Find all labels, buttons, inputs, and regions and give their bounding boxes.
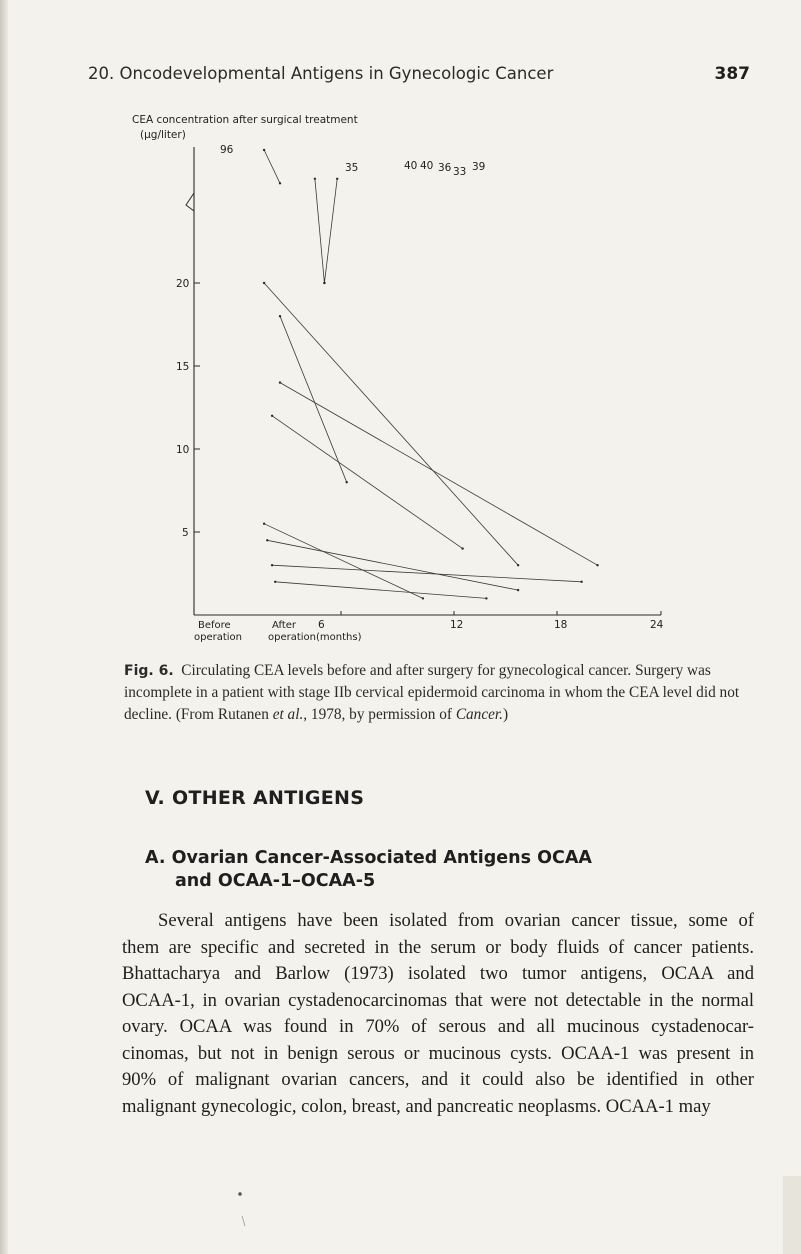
x-label-before-1: Before bbox=[198, 620, 231, 631]
body-paragraph bbox=[122, 908, 754, 1120]
speck-2 bbox=[242, 1216, 245, 1226]
subsection-heading bbox=[145, 847, 705, 893]
page-gutter bbox=[0, 0, 8, 1254]
figure-caption bbox=[124, 660, 760, 726]
series-1-point-2 bbox=[279, 182, 281, 184]
body-line-6: cinomas, but not in benign serous or mucinous cysts. OCAA-1 was present in bbox=[122, 1042, 754, 1064]
series-line-7 bbox=[272, 416, 463, 549]
subsection-heading-line2: and OCAA-1–OCAA-5 bbox=[175, 871, 376, 891]
series-line-11 bbox=[275, 582, 486, 599]
series-4-point-1 bbox=[279, 315, 281, 317]
figure-cea-chart bbox=[120, 105, 680, 650]
chart-title-line1: CEA concentration after surgical treatment bbox=[132, 114, 358, 126]
caption-text: Circulating CEA levels before and after surgery for gynecological cancer. Surgery was incomplete in a patient with stage IIb cervical epidermoid carcinoma in whom the CEA level did not decline. (From Rutanen bbox=[124, 662, 740, 723]
series-line-1 bbox=[264, 150, 280, 183]
print-specks bbox=[236, 1188, 246, 1228]
series-11-point-1 bbox=[274, 581, 276, 583]
series-3-point-1 bbox=[323, 282, 325, 284]
series-7-point-1 bbox=[271, 415, 273, 417]
series-line-10 bbox=[272, 565, 581, 582]
top-value-35: 35 bbox=[345, 162, 359, 174]
series-8-point-1 bbox=[263, 523, 265, 525]
series-line-5 bbox=[264, 283, 518, 565]
series-line-2 bbox=[315, 179, 325, 283]
series-7-point-2 bbox=[461, 547, 463, 549]
caption-text3: ) bbox=[503, 706, 509, 723]
caption-label: Fig. 6. bbox=[124, 663, 174, 679]
series-8-point-2 bbox=[422, 597, 424, 599]
caption-journal: Cancer. bbox=[455, 706, 503, 723]
x-tick-label-18: 18 bbox=[554, 619, 568, 631]
speck-1 bbox=[238, 1192, 242, 1196]
body-line-1: Several antigens have been isolated from ovarian cancer tissue, some of bbox=[158, 910, 754, 931]
y-tick-label-15: 15 bbox=[176, 361, 190, 373]
page-corner bbox=[783, 1176, 801, 1254]
x-label-after-2: operation(months) bbox=[268, 632, 362, 643]
section-heading: V. OTHER ANTIGENS bbox=[145, 787, 365, 809]
series-10-point-1 bbox=[271, 564, 273, 566]
series-10-point-2 bbox=[580, 581, 582, 583]
x-tick-label-12: 12 bbox=[450, 619, 464, 631]
series-line-4 bbox=[280, 316, 347, 482]
series-2-point-1 bbox=[314, 178, 316, 180]
series-line-9 bbox=[267, 540, 518, 590]
subsection-heading-line1: A. Ovarian Cancer-Associated Antigens OCAA bbox=[145, 848, 592, 868]
x-label-before-2: operation bbox=[194, 632, 243, 643]
caption-etal: et al. bbox=[272, 706, 304, 723]
series-3-point-2 bbox=[336, 178, 338, 180]
series-6-point-1 bbox=[279, 381, 281, 383]
x-label-after-1: After bbox=[272, 620, 297, 631]
axis-break-mark bbox=[186, 193, 194, 211]
body-line-8: malignant gynecologic, colon, breast, and pancreatic neoplasms. OCAA-1 may bbox=[122, 1095, 711, 1117]
series-5-point-1 bbox=[263, 282, 265, 284]
series-5-point-2 bbox=[517, 564, 519, 566]
series-layer bbox=[263, 149, 599, 600]
body-line-5: ovary. OCAA was found in 70% of serous and all mucinous cystadenocar- bbox=[122, 1016, 754, 1037]
series-4-point-2 bbox=[346, 481, 348, 483]
y-tick-label-5: 5 bbox=[182, 527, 189, 539]
series-1-point-1 bbox=[263, 149, 265, 151]
top-value-96: 96 bbox=[220, 144, 234, 156]
series-11-point-2 bbox=[485, 597, 487, 599]
top-value-40b: 40 bbox=[420, 160, 434, 172]
series-line-6 bbox=[280, 383, 598, 566]
series-9-point-2 bbox=[517, 589, 519, 591]
caption-text2: , 1978, by permission of bbox=[303, 706, 456, 723]
body-line-4: OCAA-1, in ovarian cystadenocarcinomas that were not detectable in the normal bbox=[122, 989, 754, 1011]
top-value-33: 33 bbox=[453, 166, 467, 178]
y-tick-label-20: 20 bbox=[176, 278, 190, 290]
y-tick-label-10: 10 bbox=[176, 444, 190, 456]
top-value-39: 39 bbox=[472, 161, 486, 173]
body-line-7: 90% of malignant ovarian cancers, and it could also be identified in other bbox=[122, 1069, 754, 1090]
series-line-3 bbox=[324, 179, 337, 283]
top-value-36: 36 bbox=[438, 162, 452, 174]
running-title: 20. Oncodevelopmental Antigens in Gynecologic Cancer bbox=[88, 64, 554, 83]
page-number: 387 bbox=[714, 64, 750, 84]
running-head bbox=[88, 64, 750, 86]
x-tick-label-6: 6 bbox=[318, 619, 325, 631]
series-9-point-1 bbox=[266, 539, 268, 541]
cea-line-chart bbox=[120, 105, 680, 650]
body-line-3: Bhattacharya and Barlow (1973) isolated two tumor antigens, OCAA and bbox=[122, 963, 754, 984]
series-6-point-2 bbox=[596, 564, 598, 566]
x-tick-label-24: 24 bbox=[650, 619, 664, 631]
body-line-2: them are specific and secreted in the serum or body fluids of cancer patients. bbox=[122, 936, 754, 958]
chart-title-line2: (μg/liter) bbox=[140, 129, 186, 141]
top-value-40a: 40 bbox=[404, 160, 418, 172]
